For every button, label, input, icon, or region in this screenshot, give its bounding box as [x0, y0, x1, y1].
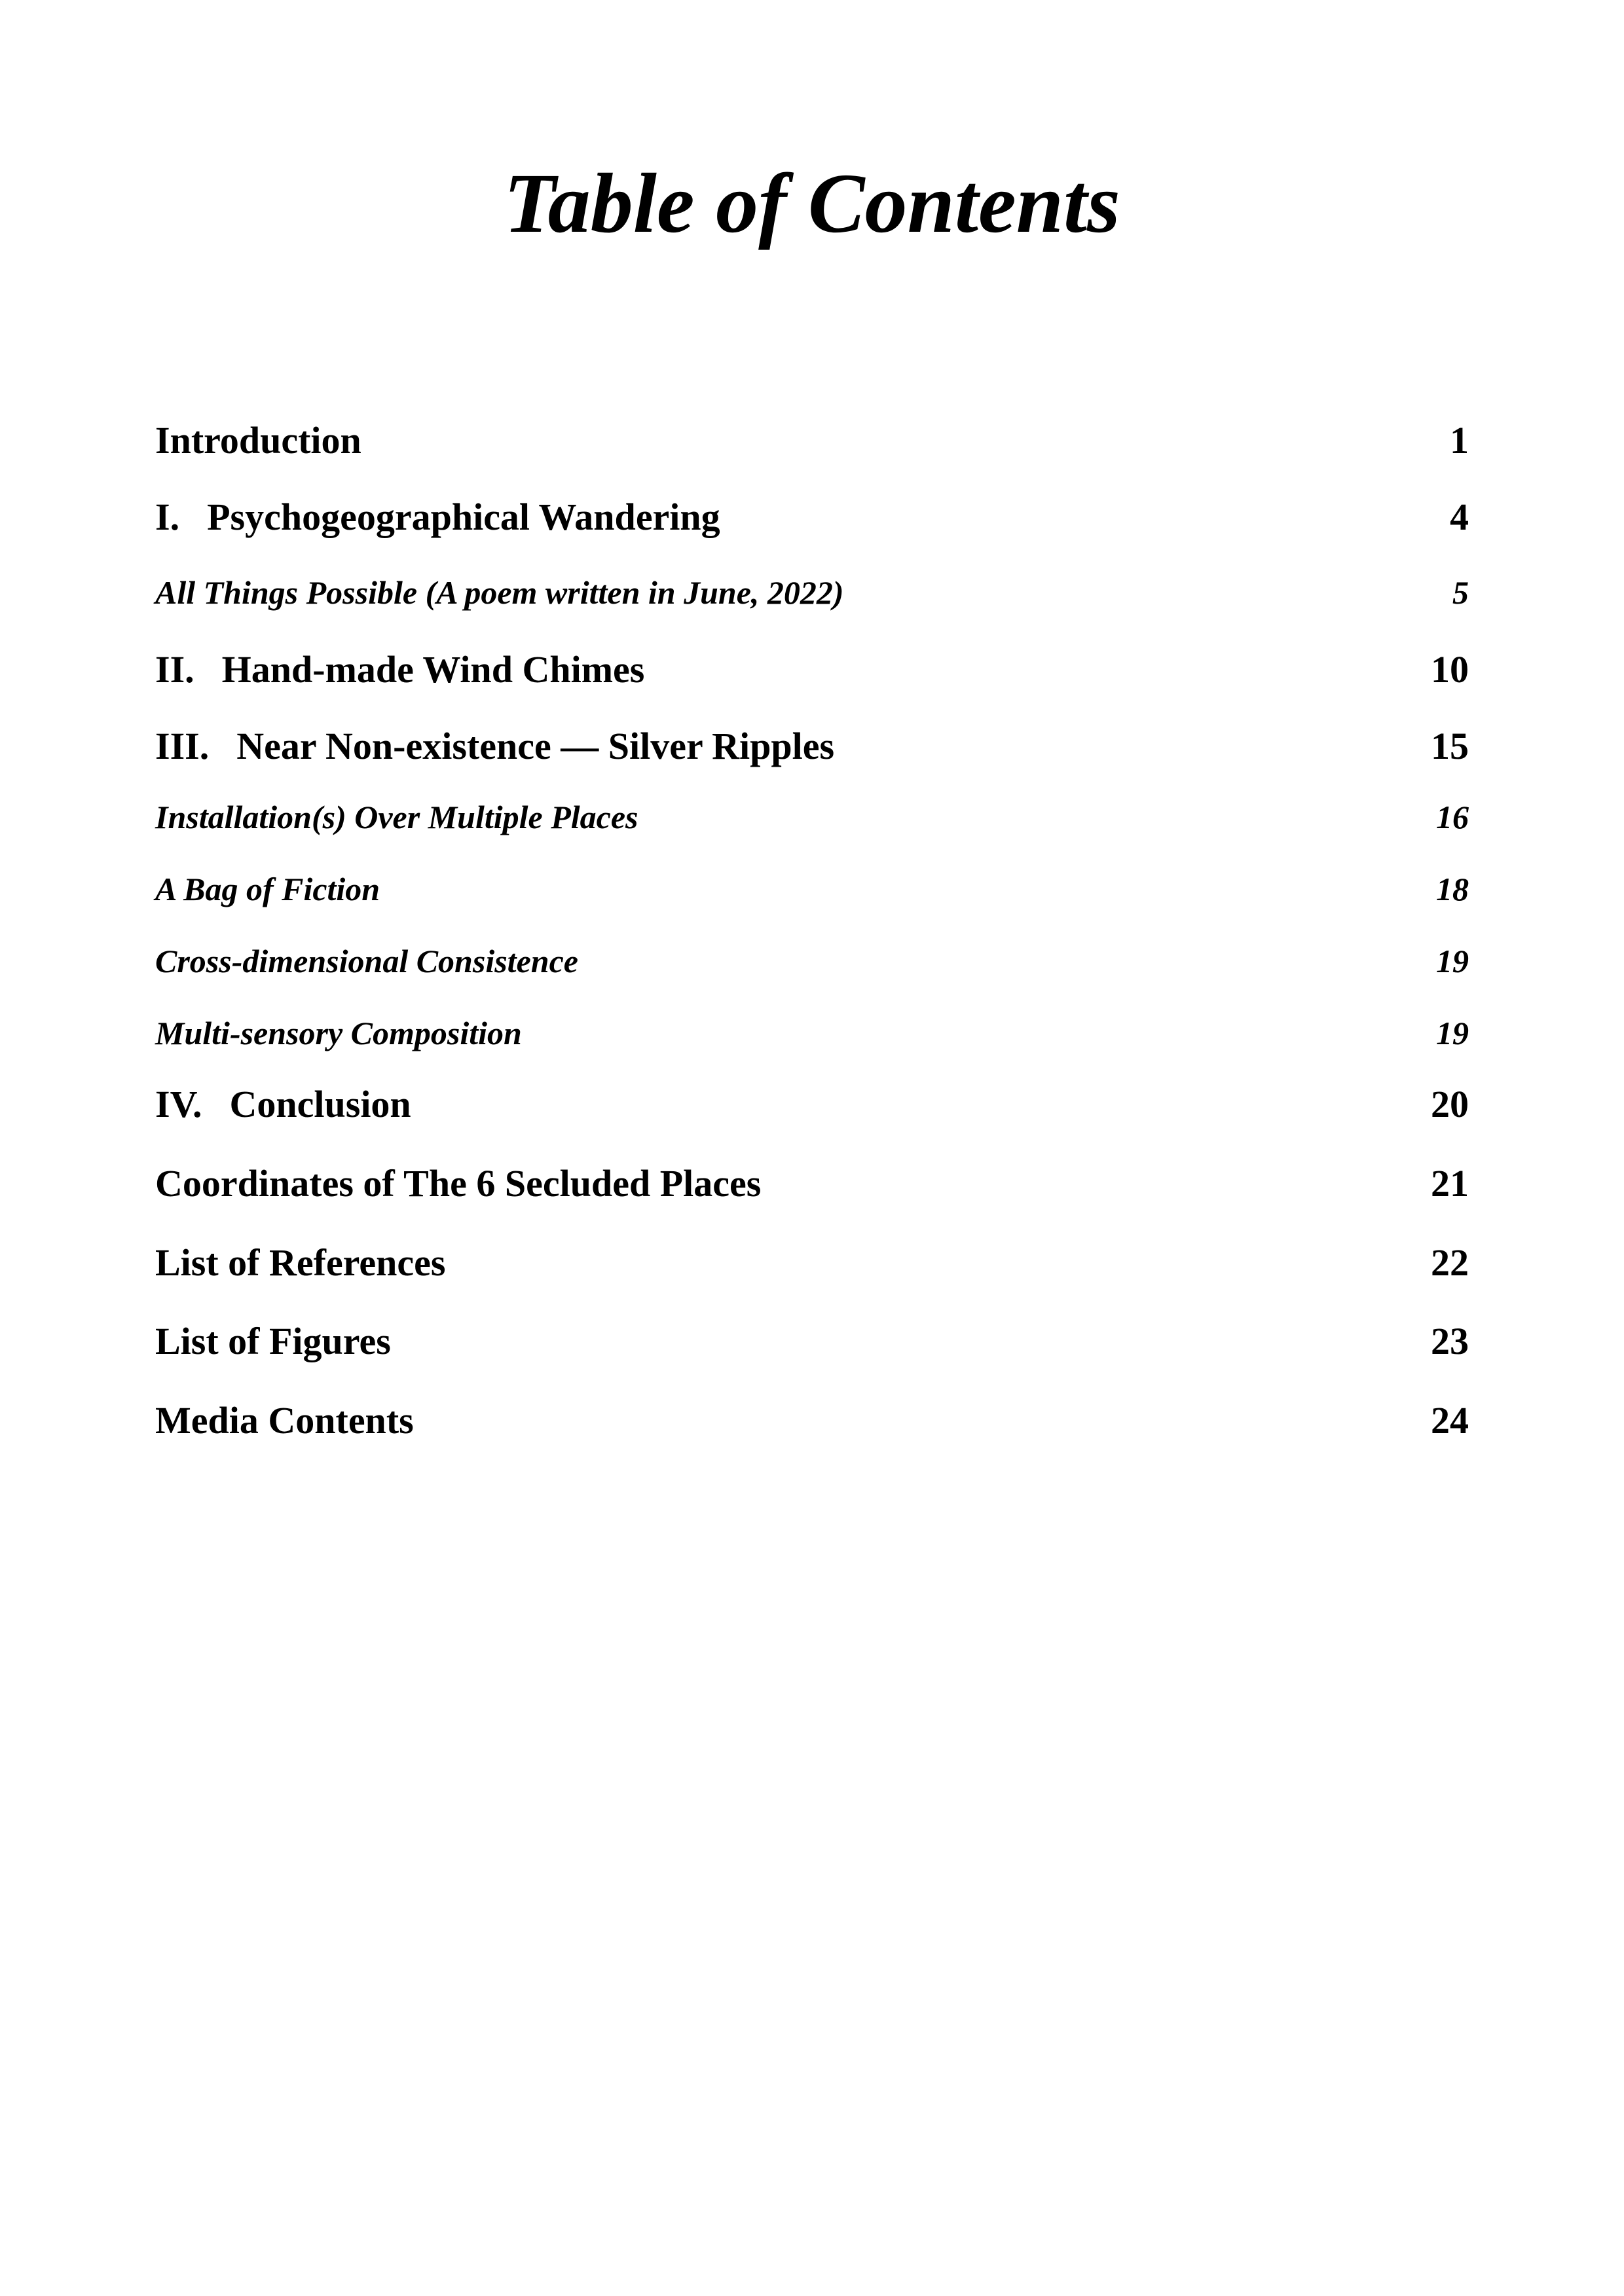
- toc-entry: [155, 873, 1469, 905]
- toc-entry-text: [155, 1322, 391, 1360]
- toc-entry-page: 16: [1436, 799, 1469, 835]
- toc-entry-page: 19: [1436, 1015, 1469, 1051]
- toc-entry-number: I.: [155, 496, 180, 538]
- toc-entry: [155, 648, 1469, 691]
- toc-entry-page: 21: [1431, 1162, 1469, 1205]
- toc-entry: [155, 1322, 1469, 1360]
- toc-entry-label: List of References: [155, 1241, 446, 1284]
- toc-entry-label: Near Non-existence — Silver Ripples: [236, 725, 835, 767]
- toc-entry: [155, 727, 1469, 765]
- toc-entry-text: [155, 498, 720, 536]
- toc-entry-label: All Things Possible (A poem written in June, 2022): [155, 574, 844, 611]
- toc-entry: [155, 1399, 1469, 1442]
- toc-entry-number: II.: [155, 648, 194, 691]
- toc-entry-page: 19: [1436, 943, 1469, 979]
- toc-entry-label: Multi-sensory Composition: [155, 1015, 522, 1051]
- toc-entry-page: 23: [1431, 1320, 1469, 1362]
- toc-entry-page: 1: [1450, 419, 1469, 462]
- toc-entry-text: [155, 419, 361, 462]
- toc-entry-text: [155, 945, 578, 977]
- toc-entry: [155, 1085, 1469, 1123]
- toc-entry-text: [155, 873, 380, 905]
- toc-entry-label: Introduction: [155, 419, 361, 462]
- toc-entry-label: Psychogeographical Wandering: [207, 496, 720, 538]
- toc-entry-label: Installation(s) Over Multiple Places: [155, 799, 638, 835]
- toc-entry-label: Hand-made Wind Chimes: [221, 648, 645, 691]
- toc-entry: [155, 498, 1469, 536]
- toc-entry-text: [155, 1241, 446, 1284]
- page-title: Table of Contents: [504, 156, 1120, 251]
- toc-entry-page: 20: [1431, 1083, 1469, 1125]
- toc-entry-label: Cross-dimensional Consistence: [155, 943, 578, 979]
- toc-entry-label: A Bag of Fiction: [155, 871, 380, 907]
- toc-entry-page: 18: [1436, 871, 1469, 907]
- toc-entry-text: [155, 1399, 414, 1442]
- toc-entry-text: [155, 1162, 762, 1205]
- toc-entry-text: [155, 801, 638, 833]
- toc-entry: [155, 945, 1469, 977]
- toc-entry: [155, 1017, 1469, 1049]
- toc-entry-label: List of Figures: [155, 1320, 391, 1362]
- toc-entry: [155, 419, 1469, 462]
- toc-entry-text: [155, 1017, 522, 1049]
- toc-entry-page: 10: [1431, 648, 1469, 691]
- toc-entry-text: [155, 576, 844, 609]
- toc-entry: [155, 1241, 1469, 1284]
- toc-entry-label: Coordinates of The 6 Secluded Places: [155, 1162, 762, 1205]
- toc-entry-page: 4: [1450, 496, 1469, 538]
- toc-entry: [155, 576, 1469, 609]
- toc-entry: [155, 801, 1469, 833]
- toc-entry-number: IV.: [155, 1083, 202, 1125]
- toc-entry: [155, 1162, 1469, 1205]
- toc-entry-label: Conclusion: [229, 1083, 411, 1125]
- toc-entry-label: Media Contents: [155, 1399, 414, 1442]
- toc-entry-number: III.: [155, 725, 210, 767]
- toc-entry-page: 15: [1431, 725, 1469, 767]
- toc-entry-text: [155, 648, 645, 691]
- toc-entry-page: 22: [1431, 1241, 1469, 1284]
- toc-entry-page: 5: [1452, 574, 1469, 611]
- toc-entry-page: 24: [1431, 1399, 1469, 1442]
- toc-entry-text: [155, 727, 834, 765]
- toc-entry-text: [155, 1085, 411, 1123]
